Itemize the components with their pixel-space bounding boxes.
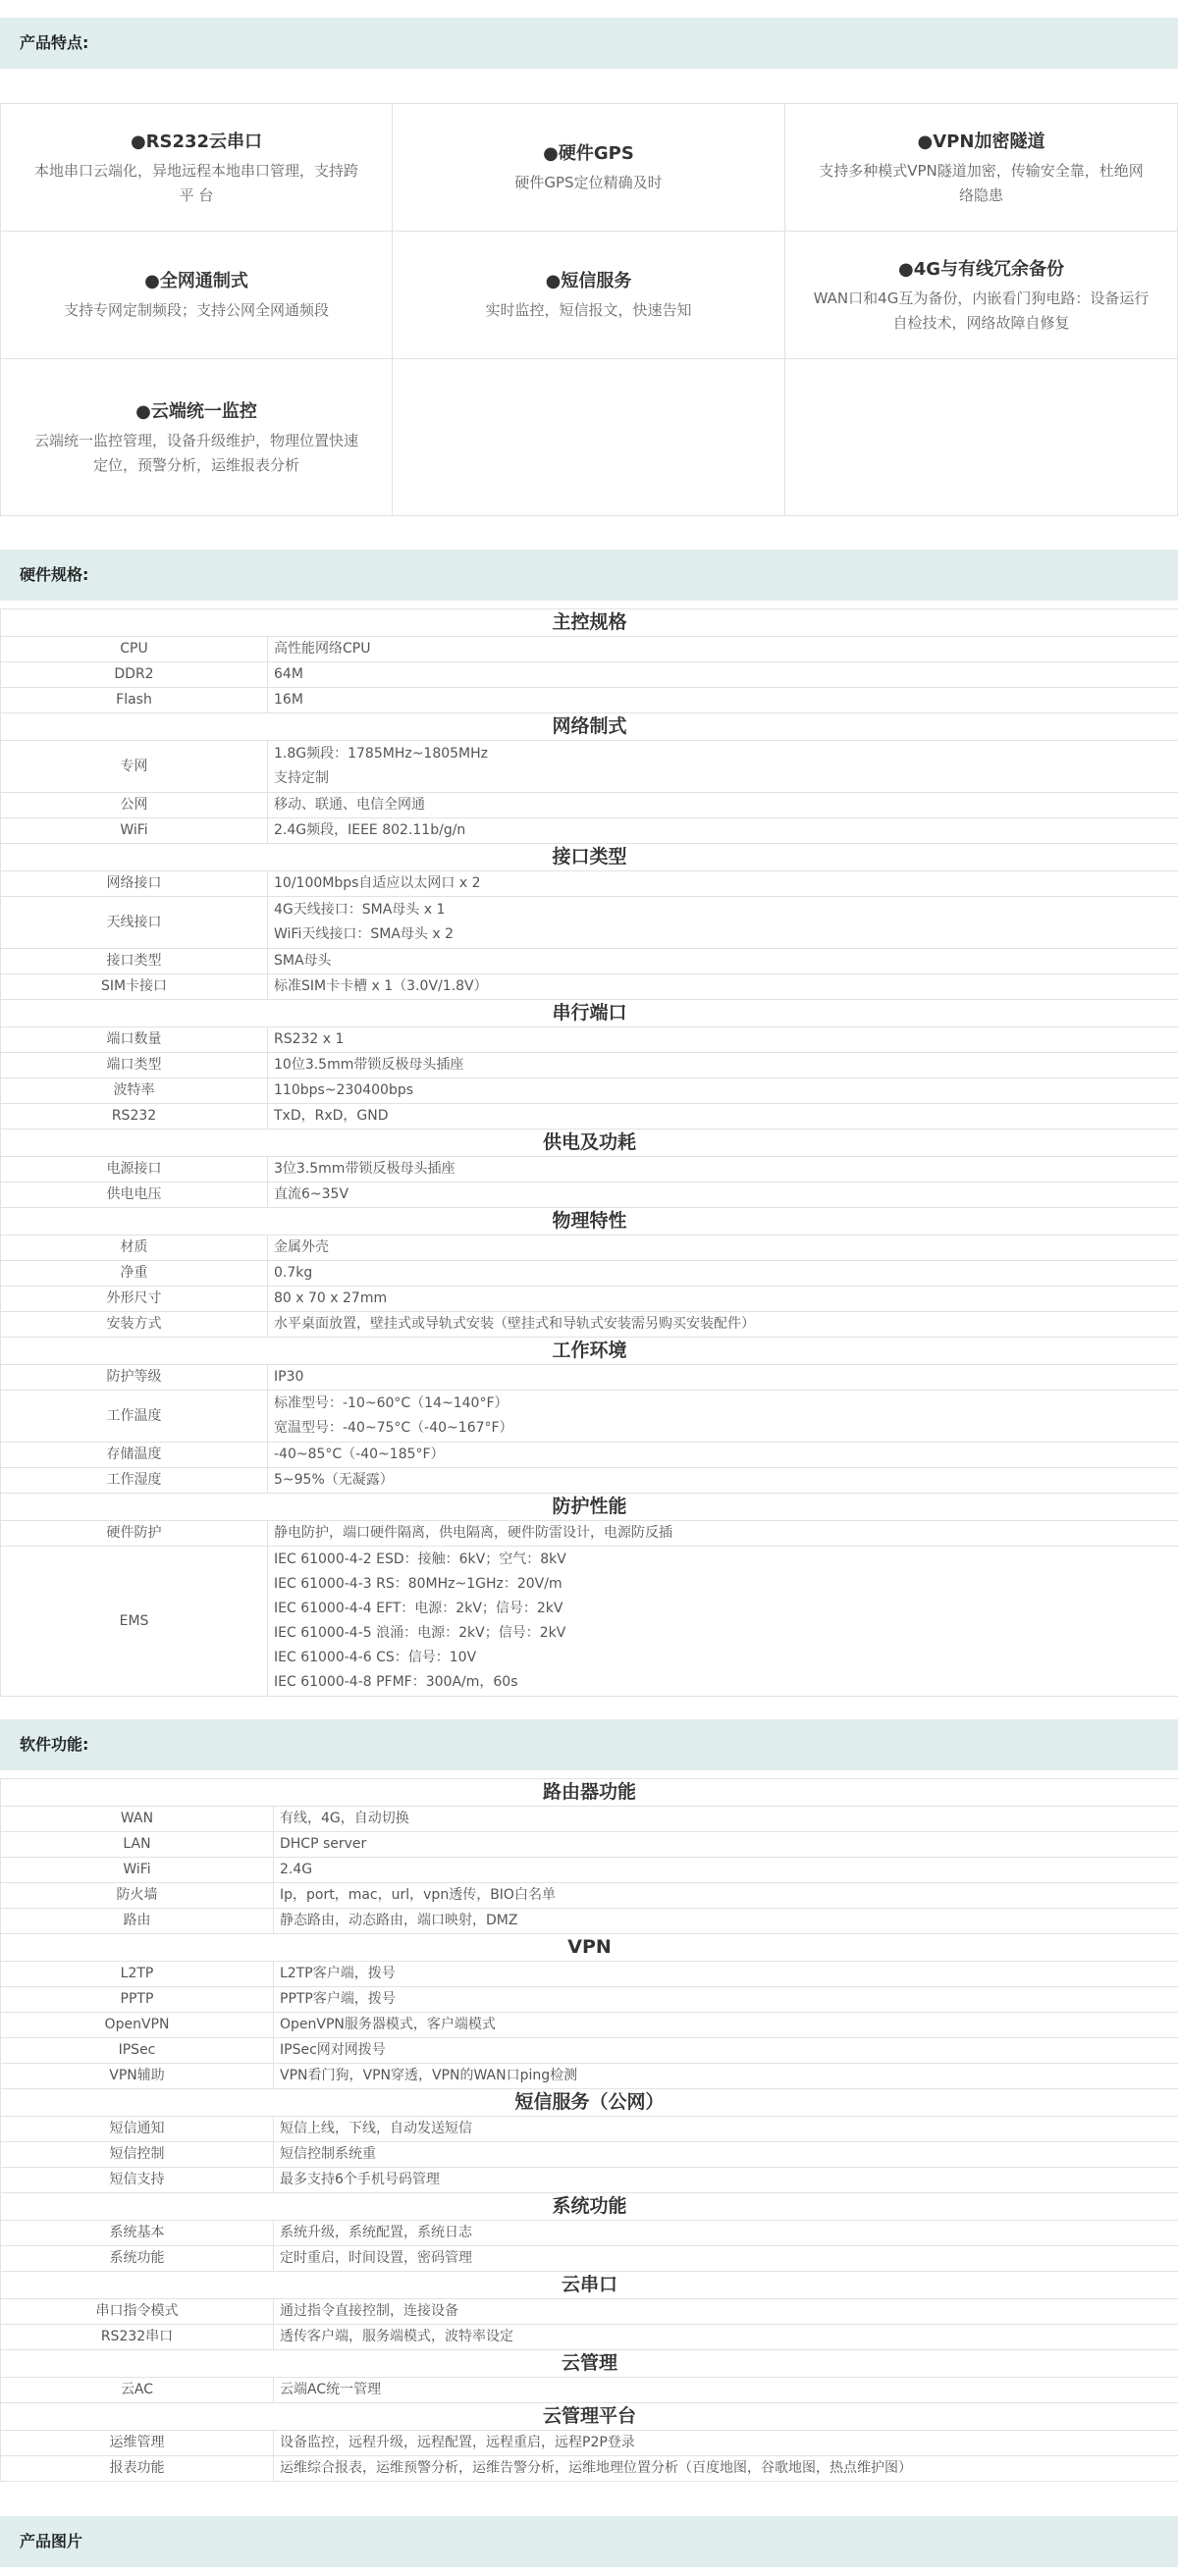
spec-group-row [1, 713, 1178, 741]
spec-value-line: TxD，RxD，GND [274, 1108, 389, 1124]
spec-key: 工作湿度 [1, 1468, 268, 1494]
spec-value [274, 1883, 1178, 1909]
spec-value [274, 1858, 1178, 1883]
spec-value [274, 2246, 1178, 2272]
spec-value [274, 2378, 1178, 2403]
feature-description: 硬件GPS定位精确及时 [514, 174, 663, 191]
spec-value [274, 2038, 1178, 2064]
spec-group-row [1, 1130, 1178, 1157]
spec-value-line: DHCP server [280, 1836, 367, 1852]
spec-key: 短信支持 [1, 2168, 274, 2193]
spec-value [274, 2142, 1178, 2168]
feature-description: 实时监控，短信报文，快速告知 [485, 301, 692, 319]
spec-group-title: 短信服务（公网） [1, 2089, 1178, 2117]
spec-value-line: IEC 61000-4-6 CS：信号：10V [274, 1650, 477, 1665]
feature-description: 支持多种模式VPN隧道加密，传输安全靠，杜绝网络隐患 [819, 161, 1144, 204]
spec-value-line: PPTP客户端，拨号 [280, 1991, 396, 2007]
spec-value-line: IEC 61000-4-5 浪涌：电源：2kV；信号：2kV [274, 1625, 566, 1641]
feature-title: ●全网通制式 [144, 271, 248, 291]
spec-key: 供电电压 [1, 1183, 268, 1208]
spec-key: DDR2 [1, 662, 268, 688]
spec-row [1, 2221, 1178, 2246]
spec-row [1, 662, 1178, 688]
spec-group-row [1, 2350, 1178, 2378]
spec-key: WiFi [1, 818, 268, 844]
spec-row [1, 688, 1178, 713]
spec-value [268, 897, 1178, 949]
spec-value-line: SMA母头 [274, 953, 332, 969]
spec-value-line: 2.4G [280, 1862, 313, 1877]
feature-description: 本地串口云端化，异地远程本地串口管理，支持跨平 台 [33, 161, 358, 204]
spec-row [1, 2038, 1178, 2064]
spec-value-line: 高性能网络CPU [274, 641, 371, 657]
spec-row [1, 1883, 1178, 1909]
spec-value-line: 4G天线接口：SMA母头 x 1 [274, 902, 446, 918]
feature-card [0, 232, 393, 359]
spec-value-line: 短信上线，下线，自动发送短信 [280, 2121, 472, 2136]
spec-value-line: 2.4G频段，IEEE 802.11b/g/n [274, 822, 466, 838]
spec-key: 天线接口 [1, 897, 268, 949]
spec-key: IPSec [1, 2038, 274, 2064]
spec-row [1, 1962, 1178, 1987]
spec-group-title: 供电及功耗 [1, 1130, 1178, 1157]
feature-card [0, 104, 393, 232]
spec-value-line: 金属外壳 [274, 1239, 329, 1255]
spec-value-line: 支持定制 [274, 770, 329, 786]
feature-card [393, 359, 785, 516]
spec-key: 串口指令模式 [1, 2299, 274, 2325]
spec-value-line: 透传客户端，服务端模式，波特率设定 [280, 2329, 513, 2344]
spec-value [274, 2168, 1178, 2193]
spec-value [274, 2325, 1178, 2350]
spec-row [1, 818, 1178, 844]
feature-description: 云端统一监控管理，设备升级维护，物理位置快速定位，预警分析，运维报表分析 [33, 431, 358, 474]
spec-value-line: IPSec网对网拨号 [280, 2042, 386, 2058]
spec-value [268, 1053, 1178, 1078]
spec-key: 云AC [1, 2378, 274, 2403]
spec-value [274, 1807, 1178, 1832]
spec-row [1, 1104, 1178, 1130]
spec-value-line: 移动、联通、电信全网通 [274, 797, 425, 813]
spec-group-title: 工作环境 [1, 1338, 1178, 1365]
feature-card [393, 232, 785, 359]
spec-row [1, 1547, 1178, 1697]
spec-value [268, 637, 1178, 662]
spec-row [1, 1987, 1178, 2013]
spec-row [1, 2013, 1178, 2038]
spec-row [1, 1261, 1178, 1287]
spec-group-row [1, 2403, 1178, 2431]
software-section-title: 软件功能: [0, 1719, 1178, 1770]
spec-row [1, 1078, 1178, 1104]
spec-value-line: 宽温型号：-40~75°C（-40~167°F） [274, 1420, 513, 1436]
spec-row [1, 2431, 1178, 2456]
spec-value-line: 设备监控，远程升级，远程配置，远程重启，远程P2P登录 [280, 2435, 635, 2450]
spec-value-line: 通过指令直接控制，连接设备 [280, 2303, 458, 2319]
spec-key: 电源接口 [1, 1157, 268, 1183]
spec-key: 防护等级 [1, 1365, 268, 1391]
spec-key: 硬件防护 [1, 1521, 268, 1547]
spec-group-title: 云管理 [1, 2350, 1178, 2378]
spec-value [274, 2299, 1178, 2325]
spec-key: RS232串口 [1, 2325, 274, 2350]
spec-group-row [1, 1779, 1178, 1807]
spec-value [274, 2431, 1178, 2456]
spec-row [1, 1832, 1178, 1858]
spec-value-line: VPN看门狗，VPN穿透，VPN的WAN口ping检测 [280, 2068, 578, 2083]
spec-value-line: OpenVPN服务器模式，客户端模式 [280, 2017, 496, 2032]
feature-title: ●VPN加密隧道 [917, 131, 1045, 152]
spec-value-line: RS232 x 1 [274, 1031, 345, 1047]
spec-value-line: 短信控制系统重 [280, 2146, 376, 2162]
spec-value-line: IEC 61000-4-2 ESD：接触：6kV；空气：8kV [274, 1551, 566, 1567]
spec-value [268, 1235, 1178, 1261]
spec-value-line: 最多支持6个手机号码管理 [280, 2172, 440, 2187]
spec-group-title: 物理特性 [1, 1208, 1178, 1235]
spec-key: 短信控制 [1, 2142, 274, 2168]
feature-card [785, 104, 1178, 232]
spec-value [268, 1468, 1178, 1494]
spec-key: 系统基本 [1, 2221, 274, 2246]
spec-value [268, 871, 1178, 897]
spec-value-line: IEC 61000-4-8 PFMF：300A/m，60s [274, 1674, 518, 1690]
spec-row [1, 1157, 1178, 1183]
spec-row [1, 1312, 1178, 1338]
spec-key: LAN [1, 1832, 274, 1858]
spec-value-line: 80 x 70 x 27mm [274, 1290, 388, 1306]
spec-row [1, 974, 1178, 1000]
spec-key: 路由 [1, 1909, 274, 1934]
spec-key: WAN [1, 1807, 274, 1832]
spec-value-line: 10/100Mbps自适应以太网口 x 2 [274, 875, 481, 891]
spec-key: 端口类型 [1, 1053, 268, 1078]
spec-group-row [1, 1000, 1178, 1027]
spec-value-line: Ip，port，mac，url，vpn透传，BIO白名单 [280, 1887, 556, 1903]
spec-value-line: 110bps~230400bps [274, 1082, 414, 1098]
spec-group-title: 防护性能 [1, 1494, 1178, 1521]
spec-group-row [1, 1494, 1178, 1521]
spec-row [1, 1053, 1178, 1078]
spec-value [268, 1312, 1178, 1338]
spec-value-line: 静电防护，端口硬件隔离，供电隔离，硬件防雷设计，电源防反插 [274, 1525, 672, 1541]
feature-card [785, 359, 1178, 516]
spec-value [274, 2013, 1178, 2038]
spec-value-line: L2TP客户端，拨号 [280, 1966, 396, 1981]
spec-key: 防火墙 [1, 1883, 274, 1909]
feature-card [393, 104, 785, 232]
spec-group-title: 云串口 [1, 2272, 1178, 2299]
spec-key: 系统功能 [1, 2246, 274, 2272]
spec-value [268, 1287, 1178, 1312]
spec-value [274, 1962, 1178, 1987]
spec-value [268, 1443, 1178, 1468]
spec-value-line: -40~85°C（-40~185°F） [274, 1446, 445, 1462]
pictures-section-title: 产品图片 [0, 2516, 1178, 2567]
spec-key: 端口数量 [1, 1027, 268, 1053]
spec-row [1, 2142, 1178, 2168]
spec-row [1, 897, 1178, 949]
spec-row [1, 1365, 1178, 1391]
spec-key: CPU [1, 637, 268, 662]
spec-value [274, 2064, 1178, 2089]
spec-group-row [1, 1934, 1178, 1962]
spec-key: 网络接口 [1, 871, 268, 897]
spec-value-line: 5~95%（无凝露） [274, 1472, 394, 1488]
spec-row [1, 793, 1178, 818]
spec-value [268, 1027, 1178, 1053]
spec-group-title: 云管理平台 [1, 2403, 1178, 2431]
spec-row [1, 2456, 1178, 2482]
spec-row [1, 1858, 1178, 1883]
feature-card [0, 359, 393, 516]
spec-value [274, 2456, 1178, 2482]
feature-title: ●云端统一监控 [135, 400, 257, 422]
spec-value [274, 1987, 1178, 2013]
spec-row [1, 2325, 1178, 2350]
features-section-title: 产品特点: [0, 18, 1178, 69]
spec-key: RS232 [1, 1104, 268, 1130]
spec-key: 净重 [1, 1261, 268, 1287]
spec-value [268, 662, 1178, 688]
spec-value [268, 1104, 1178, 1130]
spec-value-line: 直流6~35V [274, 1186, 349, 1202]
spec-value-line: 标准型号：-10~60°C（14~140°F） [274, 1395, 509, 1411]
spec-key: 工作温度 [1, 1391, 268, 1443]
spec-group-title: 网络制式 [1, 713, 1178, 741]
spec-value [274, 2221, 1178, 2246]
spec-value-line: 静态路由，动态路由，端口映射，DMZ [280, 1913, 518, 1928]
spec-key: 运维管理 [1, 2431, 274, 2456]
spec-key: 材质 [1, 1235, 268, 1261]
spec-value [268, 1391, 1178, 1443]
spec-value-line: 系统升级，系统配置，系统日志 [280, 2225, 472, 2240]
spec-row [1, 1183, 1178, 1208]
spec-key: 波特率 [1, 1078, 268, 1104]
spec-row [1, 2246, 1178, 2272]
spec-value-line: IEC 61000-4-3 RS：80MHz~1GHz：20V/m [274, 1576, 562, 1592]
spec-value-line: 云端AC统一管理 [280, 2382, 382, 2397]
spec-row [1, 1521, 1178, 1547]
spec-row [1, 1468, 1178, 1494]
feature-title: ●短信服务 [545, 271, 632, 291]
spec-value-line: 10位3.5mm带锁反极母头插座 [274, 1057, 464, 1073]
spec-key: 安装方式 [1, 1312, 268, 1338]
spec-value-line: WiFi天线接口：SMA母头 x 2 [274, 926, 454, 942]
spec-value-line: 运维综合报表，运维预警分析，运维告警分析，运维地理位置分析（百度地图，谷歌地图，热点维护图） [280, 2460, 912, 2476]
spec-value [274, 1832, 1178, 1858]
spec-value [268, 1547, 1178, 1697]
spec-key: 接口类型 [1, 949, 268, 974]
spec-group-title: 主控规格 [1, 609, 1178, 637]
spec-value-line: 水平桌面放置，壁挂式或导轨式安装（壁挂式和导轨式安装需另购买安装配件） [274, 1316, 755, 1332]
spec-key: 存储温度 [1, 1443, 268, 1468]
spec-value [268, 818, 1178, 844]
spec-value [268, 1078, 1178, 1104]
spec-row [1, 2064, 1178, 2089]
spec-value [268, 793, 1178, 818]
spec-key: VPN辅助 [1, 2064, 274, 2089]
spec-key: OpenVPN [1, 2013, 274, 2038]
features-grid [0, 103, 1178, 515]
feature-title: ●硬件GPS [543, 143, 634, 164]
hardware-spec-table [0, 608, 1178, 1697]
spec-row [1, 2299, 1178, 2325]
spec-group-row [1, 844, 1178, 871]
spec-key: 专网 [1, 741, 268, 793]
spec-group-row [1, 609, 1178, 637]
spec-group-row [1, 2089, 1178, 2117]
spec-value-line: 定时重启，时间设置，密码管理 [280, 2250, 472, 2266]
spec-group-title: 路由器功能 [1, 1779, 1178, 1807]
spec-group-title: 接口类型 [1, 844, 1178, 871]
software-function-table [0, 1778, 1178, 2482]
spec-row [1, 2378, 1178, 2403]
spec-row [1, 1443, 1178, 1468]
spec-group-row [1, 2272, 1178, 2299]
spec-value [268, 688, 1178, 713]
spec-row [1, 1807, 1178, 1832]
spec-row [1, 1391, 1178, 1443]
feature-title: ●RS232云串口 [130, 131, 263, 152]
spec-key: Flash [1, 688, 268, 713]
feature-description: WAN口和4G互为备份，内嵌看门狗电路：设备运行自检技术，网络故障自修复 [813, 289, 1150, 332]
spec-value [268, 741, 1178, 793]
spec-key: SIM卡接口 [1, 974, 268, 1000]
spec-value-line: 16M [274, 692, 303, 708]
feature-description: 支持专网定制频段；支持公网全网通频段 [63, 301, 329, 319]
spec-group-row [1, 1338, 1178, 1365]
spec-group-title: VPN [1, 1934, 1178, 1962]
feature-card [785, 232, 1178, 359]
spec-value-line: 64M [274, 666, 303, 682]
spec-value-line: 标准SIM卡卡槽 x 1（3.0V/1.8V） [274, 978, 488, 994]
spec-group-row [1, 2193, 1178, 2221]
spec-group-row [1, 1208, 1178, 1235]
spec-value [268, 949, 1178, 974]
spec-row [1, 1287, 1178, 1312]
spec-row [1, 2168, 1178, 2193]
spec-value [268, 1157, 1178, 1183]
spec-row [1, 1235, 1178, 1261]
spec-value-line: IEC 61000-4-4 EFT：电源：2kV；信号：2kV [274, 1601, 563, 1616]
hardware-section-title: 硬件规格: [0, 550, 1178, 601]
spec-key: 外形尺寸 [1, 1287, 268, 1312]
spec-key: 短信通知 [1, 2117, 274, 2142]
spec-key: 报表功能 [1, 2456, 274, 2482]
spec-row [1, 1027, 1178, 1053]
spec-value-line: 1.8G频段：1785MHz~1805MHz [274, 746, 489, 762]
spec-value [268, 974, 1178, 1000]
spec-value-line: 有线，4G，自动切换 [280, 1811, 409, 1826]
spec-key: EMS [1, 1547, 268, 1697]
spec-group-title: 系统功能 [1, 2193, 1178, 2221]
spec-row [1, 637, 1178, 662]
spec-value-line: 0.7kg [274, 1265, 313, 1281]
spec-value [268, 1365, 1178, 1391]
spec-key: L2TP [1, 1962, 274, 1987]
spec-group-title: 串行端口 [1, 1000, 1178, 1027]
spec-value-line: IP30 [274, 1369, 304, 1385]
spec-value [268, 1183, 1178, 1208]
spec-row [1, 949, 1178, 974]
spec-value-line: 3位3.5mm带锁反极母头插座 [274, 1161, 455, 1177]
spec-row [1, 741, 1178, 793]
spec-key: WiFi [1, 1858, 274, 1883]
spec-key: 公网 [1, 793, 268, 818]
spec-row [1, 2117, 1178, 2142]
spec-value [268, 1261, 1178, 1287]
spec-key: PPTP [1, 1987, 274, 2013]
spec-row [1, 871, 1178, 897]
spec-value [268, 1521, 1178, 1547]
feature-title: ●4G与有线冗余备份 [897, 258, 1064, 280]
spec-value [274, 2117, 1178, 2142]
spec-row [1, 1909, 1178, 1934]
spec-value [274, 1909, 1178, 1934]
